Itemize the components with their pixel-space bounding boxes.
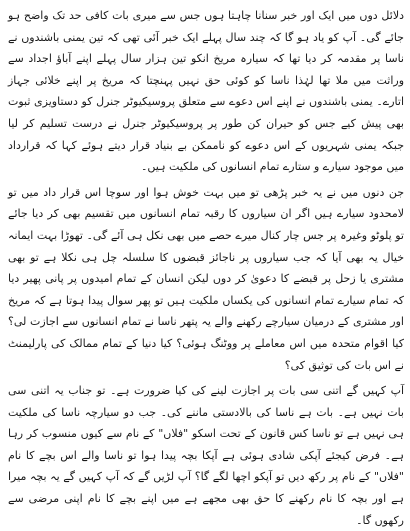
- article-paragraph: جن دنوں میں نے یہ خبر پڑھی تو میں بہت خوش ہوا اور سوچا اس قرار داد میں تو لامحدود سیارے ہیں اگر ان سیاروں کا رقبہ تمام انسانوں میں تقسیم بھی کر دیا جائے تو پلوٹو وغیرہ پر جس چار کنال میرے حصے میں بھی نکل ہی آئے گی۔ تھوڑا بہت ایمانہ خیال یہ بھی آیا کہ جب سیاروں پر ناجائز قبضوں کا سلسلہ چل ہی نکلا ہے تو بھی مشتری یا زحل پر قبضے کا دعویٰ کر دوں لیکن انسان کے تمام امیدوں پر پانی پھیر دیا کہ تمام سیارے تمام انسانوں کی یکساں ملکیت ہیں تو پھر سوال پیدا ہوتا ہے کہ مریخ اور مشتری کے درمیان سیارچے رکھنے والے یہ پتھر ناسا نے تمام انسانوں سے اجازت لی؟ کیا اقوام متحدہ میں اس معاملے پر ووٹنگ ہوئی؟ کیا دنیا کے تمام ممالک کی پارلیمنٹ نے اس بات کی توثیق کی؟: [8, 185, 404, 372]
- article-paragraph: دلائل دوں میں ایک اور خبر سنانا چاہتا ہوں جس سے میری بات کافی حد تک واضح ہو جائے گی۔ آپ کو یاد ہو گا کہ چند سال پہلے ایک خبر آئی تھی کہ تین یمنی باشندوں نے ناسا پر مقدمہ کر دیا تھا کہ سیارہ مریخ انکو تین ہزار سال پہلے اپنے آباؤ اجداد سے وراثت میں ملا تھا لہٰذا ناسا کو کوئی حق نہیں پہنچتا کہ مریخ پر اپنے خلائی جہاز اتارے۔ یمنی باشندوں نے اپنے اس دعوے سے متعلق پروسیکیوٹر جنرل کو دستاویزی ثبوت بھی پیش کیے جس کو حیران کن طور پر پروسیکیوٹر جنرل نے درست تسلیم کر لیا جبکہ یمنی شہریوں کے اس دعوے کو ناممکن بے بنیاد قرار دیتے ہوئے کہا کہ قرارداد میں موجود سیارے و ستارے تمام انسانوں کی ملکیت ہیں۔: [8, 9, 404, 174]
- article-paragraph: آپ کہیں گے اتنی سی بات پر اجازت لینے کی کیا ضرورت ہے۔ تو جناب یہ اتنی سی بات نہیں ہے۔ بات ہے ناسا کی بالادستی ماننے کی۔ جب دو سیارچہ ناسا کی ملکیت ہی نہیں ہے تو ناسا کس قانون کے تحت اسکو "فلاں" کے نام سے کیوں منسوب کر رہا ہے۔ فرض کیجئے آپکی شادی ہوئی ہے آپکا بچہ پیدا ہوا تو ناسا والے اس بچے کا نام "فلاں" کے نام پر رکھ دیں تو آپکو اچھا لگے گا؟ آپ لڑیں گے کہ آپ کہیں گے یہ بچہ میرا ہے اور بچہ کا نام رکھنے کا حق بھی مجھے ہے میں اپنے بچے کا نام اپنی مرضی سے رکھوں گا۔: [8, 384, 404, 527]
